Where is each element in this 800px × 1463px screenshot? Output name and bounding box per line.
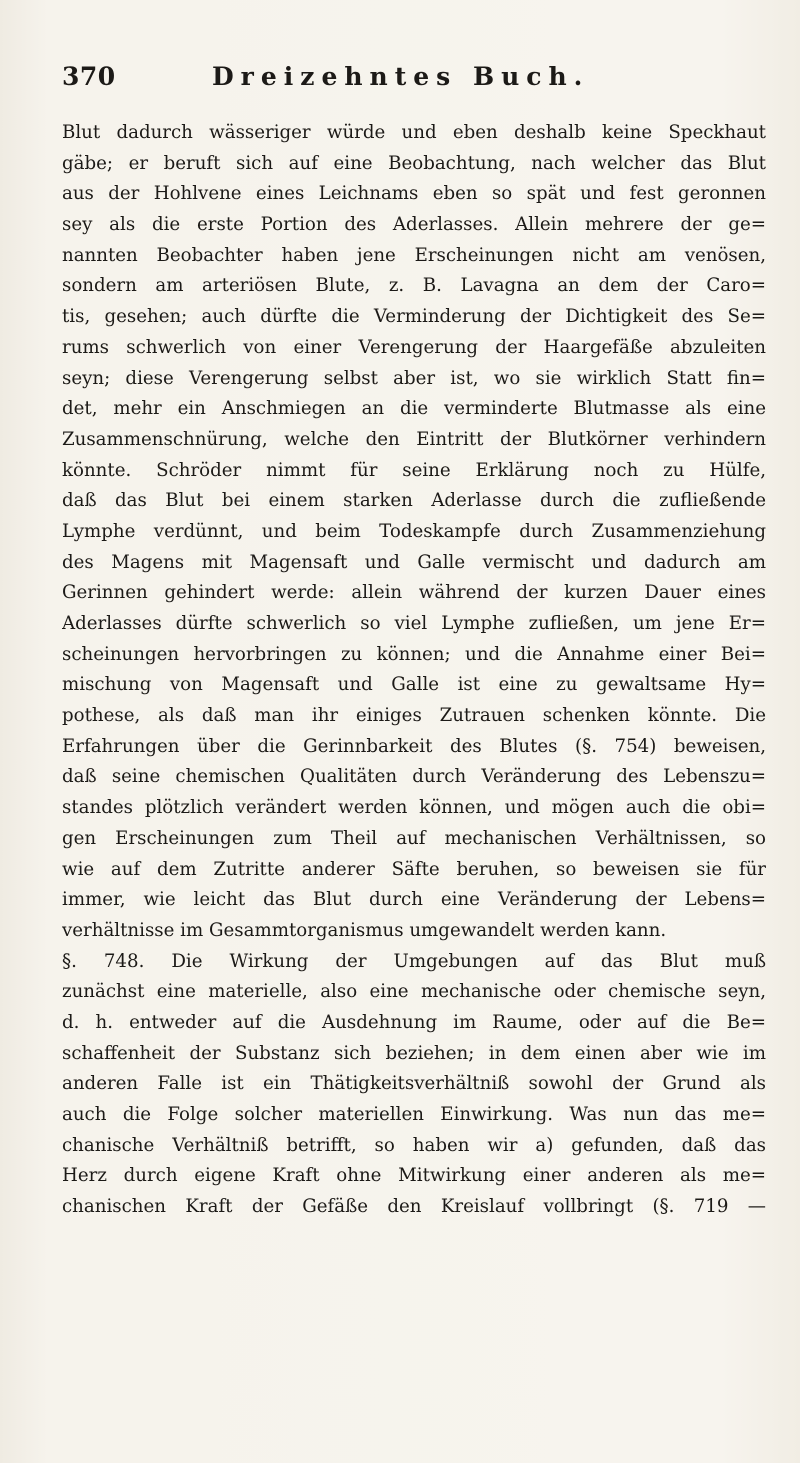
- text-line: standes plötzlich verändert werden können, und mögen auch die obi=: [62, 797, 766, 819]
- running-head: Dreizehntes Buch.: [212, 62, 590, 91]
- text-line: seyn; diese Verengerung selbst aber ist, wo sie wirklich Statt fin=: [62, 367, 766, 389]
- text-line: tis, gesehen; auch dürfte die Verminderung der Dichtigkeit des Se=: [62, 306, 766, 328]
- text-line: verhältnisse im Gesammtorganismus umgewandelt werden kann.: [62, 919, 667, 941]
- text-line: mischung von Magensaft und Galle ist eine zu gewaltsame Hy=: [62, 674, 766, 696]
- text-line: nannten Beobachter haben jene Erscheinungen nicht am venösen,: [62, 244, 766, 266]
- text-line: wie auf dem Zutritte anderer Säfte beruhen, so beweisen sie für: [62, 858, 766, 880]
- text-line: §. 748. Die Wirkung der Umgebungen auf das Blut muß: [62, 950, 766, 972]
- text-line: gen Erscheinungen zum Theil auf mechanischen Verhältnissen, so: [62, 827, 766, 849]
- text-line: anderen Falle ist ein Thätigkeitsverhältniß sowohl der Grund als: [62, 1073, 766, 1095]
- text-line: d. h. entweder auf die Ausdehnung im Raume, oder auf die Be=: [62, 1011, 766, 1033]
- text-line: könnte. Schröder nimmt für seine Erklärung noch zu Hülfe,: [62, 459, 766, 481]
- page-number: 370: [62, 62, 116, 91]
- text-line: sey als die erste Portion des Aderlasses. Allein mehrere der ge=: [62, 214, 766, 236]
- text-line: gäbe; er beruft sich auf eine Beobachtung, nach welcher das Blut: [62, 152, 766, 174]
- text-line: schaffenheit der Substanz sich beziehen; in dem einen aber wie im: [62, 1042, 766, 1064]
- text-line: Aderlasses dürfte schwerlich so viel Lymphe zufließen, um jene Er=: [62, 613, 766, 634]
- text-line: immer, wie leicht das Blut durch eine Veränderung der Lebens=: [62, 889, 766, 911]
- text-line: chanischen Kraft der Gefäße den Kreislauf vollbringt (§. 719 —: [62, 1196, 766, 1218]
- text-line: Zusammenschnürung, welche den Eintritt der Blutkörner verhindern: [62, 428, 766, 450]
- text-line: Herz durch eigene Kraft ohne Mitwirkung einer anderen als me=: [62, 1165, 766, 1187]
- text-line: zunächst eine materielle, also eine mechanische oder chemische seyn,: [62, 981, 766, 1003]
- text-line: Blut dadurch wässeriger würde und eben deshalb keine Speckhaut: [62, 122, 766, 143]
- text-line: rums schwerlich von einer Verengerung der Haargefäße abzuleiten: [62, 336, 766, 358]
- text-line: chanische Verhältniß betrifft, so haben wir a) gefunden, daß das: [62, 1134, 766, 1156]
- text-line: daß das Blut bei einem starken Aderlasse durch die zufließende: [62, 490, 766, 512]
- text-line: aus der Hohlvene eines Leichnams eben so spät und fest geronnen: [62, 183, 766, 205]
- text-line: sondern am arteriösen Blute, z. B. Lavagna an dem der Caro=: [62, 275, 766, 297]
- text-line: auch die Folge solcher materiellen Einwirkung. Was nun das me=: [62, 1104, 766, 1125]
- text-line: pothese, als daß man ihr einiges Zutrauen schenken könnte. Die: [62, 705, 766, 727]
- text-line: Erfahrungen über die Gerinnbarkeit des Blutes (§. 754) beweisen,: [62, 735, 766, 757]
- page-header: [62, 62, 762, 102]
- body-text: [62, 118, 766, 1223]
- text-line: det, mehr ein Anschmiegen an die verminderte Blutmasse als eine: [62, 398, 766, 420]
- text-line: Lymphe verdünnt, und beim Todeskampfe durch Zusammenziehung: [62, 520, 766, 542]
- text-line: des Magens mit Magensaft und Galle vermischt und dadurch am: [62, 551, 766, 573]
- text-line: scheinungen hervorbringen zu können; und die Annahme einer Bei=: [62, 643, 766, 665]
- text-line: Gerinnen gehindert werde: allein während der kurzen Dauer eines: [62, 582, 766, 604]
- text-line: daß seine chemischen Qualitäten durch Veränderung des Lebenszu=: [62, 766, 766, 788]
